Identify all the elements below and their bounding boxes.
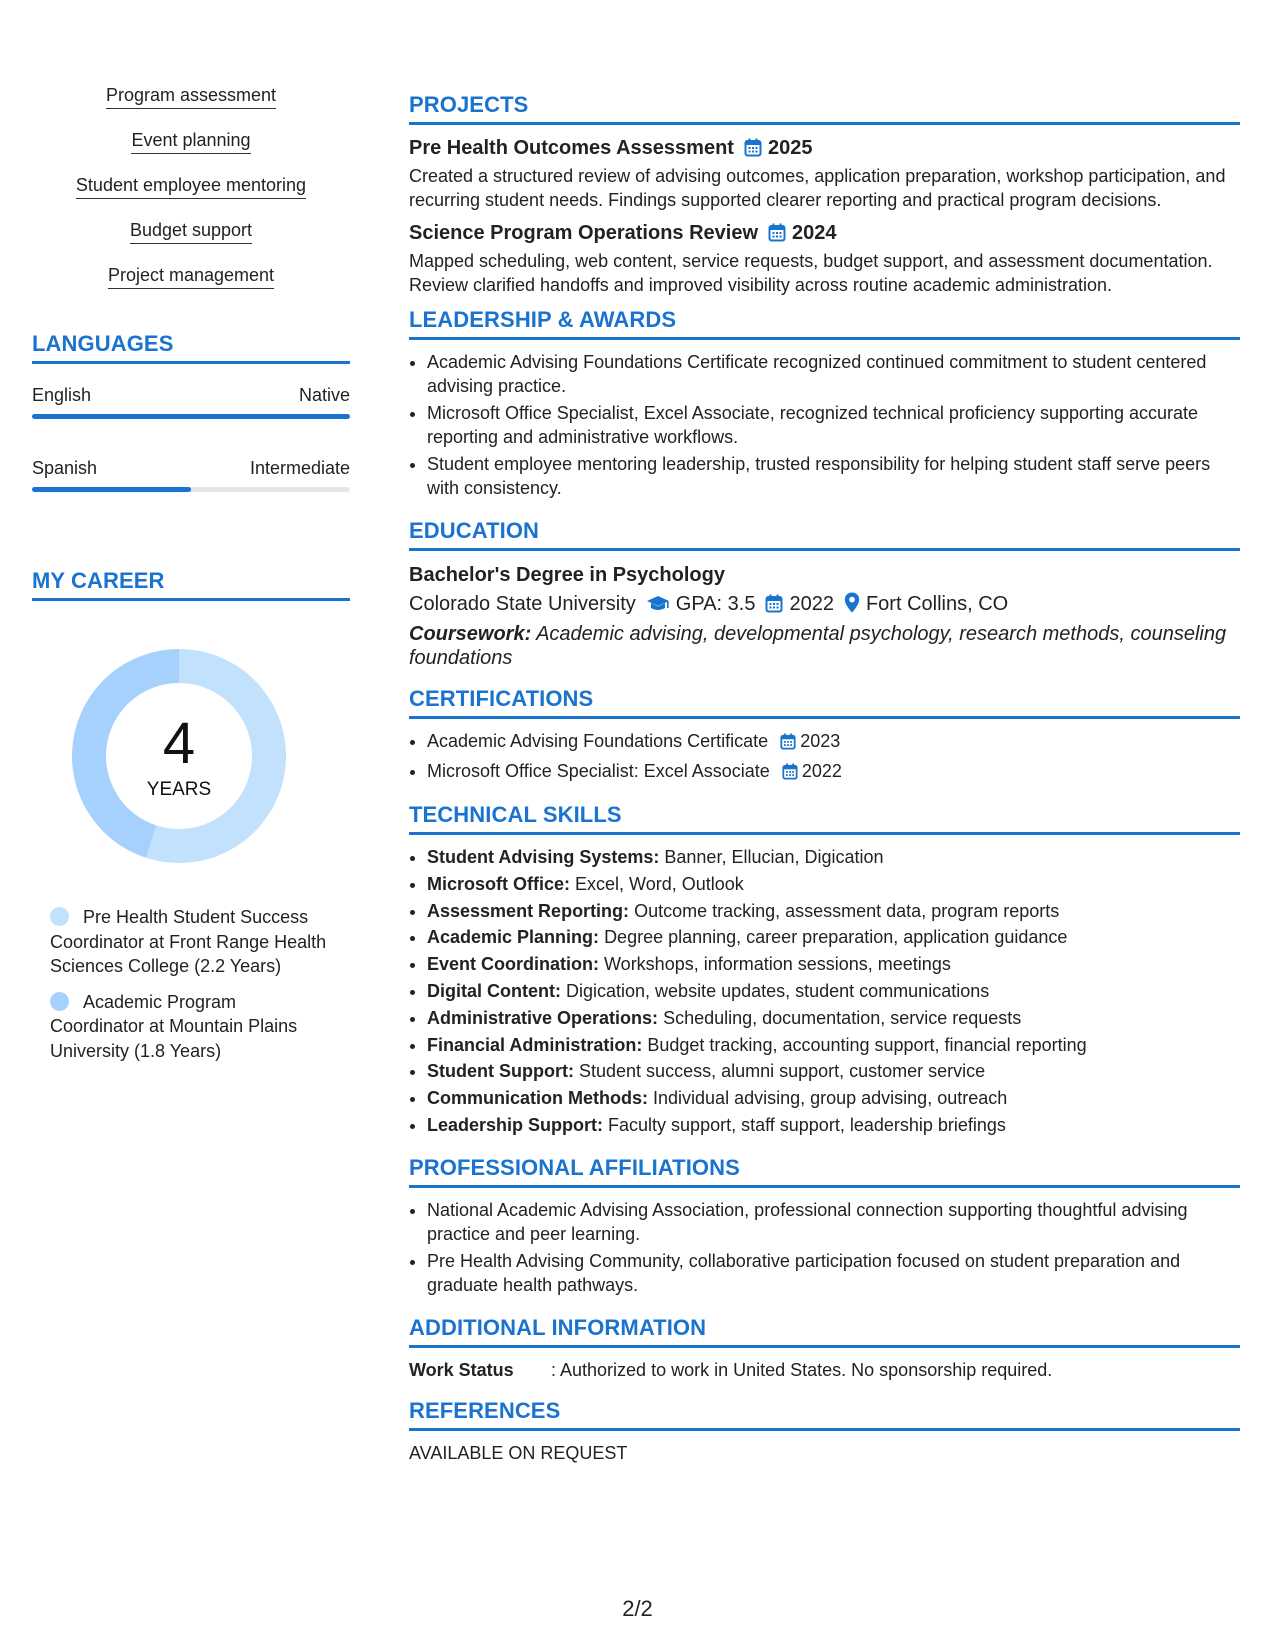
calendar-icon	[782, 762, 798, 786]
languages-heading: LANGUAGES	[32, 331, 350, 364]
list-item: • Pre Health Advising Community, collaborative participation focused on student preparation and graduate health pathways.	[427, 1249, 1240, 1297]
career-legend-item	[50, 990, 330, 1064]
skill-tag: Event planning	[131, 129, 250, 154]
project-item	[409, 135, 1240, 212]
work-status-row	[409, 1358, 1240, 1382]
education-year: 2022	[789, 593, 834, 615]
leadership-heading: LEADERSHIP & AWARDS	[409, 307, 1240, 340]
coursework-label: Coursework:	[409, 623, 532, 645]
list-item	[427, 1086, 1240, 1110]
certification-name: Microsoft Office Specialist: Excel Associate	[427, 761, 770, 781]
language-level: Intermediate	[249, 458, 350, 478]
certification-year: 2023	[800, 731, 841, 751]
skill-category: Microsoft Office:	[427, 873, 571, 894]
skill-category: Student Advising Systems:	[427, 847, 660, 867]
language-bar	[32, 414, 350, 419]
skill-values: Scheduling, documentation, service requests	[663, 1007, 1022, 1028]
skill-category: Student Support:	[427, 1061, 574, 1082]
education-coursework	[409, 622, 1240, 670]
education-details	[409, 589, 1240, 622]
right-column	[409, 92, 1240, 1481]
project-description: Mapped scheduling, web content, service requests, budget support, and assessment documentation. Review clarified handoffs and improved visibility across routine academic administration.	[409, 251, 1213, 295]
career-heading: MY CAREER	[32, 568, 350, 601]
list-item	[427, 1113, 1240, 1137]
career-legend-label: Academic Program Coordinator at Mountain Plains University (1.8 Years)	[50, 991, 298, 1061]
education-degree: Bachelor's Degree in Psychology	[409, 564, 725, 586]
skill-category: Assessment Reporting:	[427, 900, 630, 921]
skill-category: Leadership Support:	[427, 1114, 604, 1135]
project-year: 2024	[792, 222, 837, 244]
list-item	[427, 845, 1240, 869]
career-total-label: YEARS	[146, 779, 212, 800]
calendar-icon	[765, 592, 783, 622]
calendar-icon	[768, 223, 786, 249]
list-item: • National Academic Advising Association, professional connection supporting thoughtful advising practice and peer learning.	[427, 1198, 1240, 1246]
list-item	[427, 952, 1240, 976]
affiliations-list	[409, 1198, 1240, 1297]
language-name: Spanish	[32, 458, 98, 478]
skill-category: Communication Methods:	[427, 1088, 648, 1109]
certifications-list	[409, 729, 1240, 786]
language-name: English	[32, 385, 92, 405]
list-item	[427, 1033, 1240, 1057]
skill-category: Event Coordination:	[427, 954, 599, 975]
education-gpa: GPA: 3.5	[675, 593, 756, 615]
references-heading: REFERENCES	[409, 1398, 1240, 1431]
list-item	[427, 979, 1240, 1003]
skill-category: Financial Administration:	[427, 1034, 643, 1055]
skill-tag: Budget support	[130, 219, 252, 244]
certification-name: Academic Advising Foundations Certificate	[427, 731, 769, 751]
list-item: • Microsoft Office Specialist, Excel Associate, recognized technical proficiency supporting accurate reporting and administrative workflows.	[427, 401, 1240, 449]
education-heading: EDUCATION	[409, 518, 1240, 551]
skills-tag-list	[32, 84, 350, 309]
career-legend-label: Pre Health Student Success Coordinator at Front Range Health Sciences College (2.2 Years)	[50, 907, 327, 976]
legend-dot	[50, 992, 69, 1011]
certifications-heading: CERTIFICATIONS	[409, 686, 1240, 719]
skill-values: Workshops, information sessions, meetings	[604, 954, 951, 975]
project-title: Pre Health Outcomes Assessment	[409, 137, 734, 159]
list-item: • Academic Advising Foundations Certificate recognized continued commitment to student centered advising practice.	[427, 350, 1240, 398]
technical-skills-list	[409, 845, 1240, 1137]
coursework-text: Academic advising, developmental psychology, research methods, counseling foundations	[409, 623, 1227, 669]
language-item	[32, 384, 350, 419]
language-bar	[32, 487, 350, 492]
donut-center	[66, 643, 292, 869]
graduation-cap-icon	[646, 592, 670, 622]
language-level: Native	[298, 385, 350, 405]
projects-heading: PROJECTS	[409, 92, 1240, 125]
certification-year: 2022	[801, 761, 842, 781]
project-title: Science Program Operations Review	[409, 222, 759, 244]
skill-category: Administrative Operations:	[427, 1007, 659, 1028]
career-legend-item	[50, 905, 330, 979]
education-school: Colorado State University	[409, 593, 636, 615]
work-status-label: Work Status	[409, 1359, 514, 1380]
additional-info-heading: ADDITIONAL INFORMATION	[409, 1315, 1240, 1348]
skill-values: Banner, Ellucian, Digication	[664, 847, 884, 867]
skill-tag: Program assessment	[106, 84, 276, 109]
technical-skills-heading: TECHNICAL SKILLS	[409, 802, 1240, 835]
language-bar-fill	[32, 414, 350, 419]
calendar-icon	[744, 138, 762, 164]
list-item	[427, 872, 1240, 896]
skill-category: Digital Content:	[427, 980, 561, 1001]
skill-values: Outcome tracking, assessment data, program reports	[634, 900, 1060, 921]
legend-dot	[50, 907, 69, 926]
skill-values: Individual advising, group advising, outreach	[653, 1088, 1008, 1109]
list-item	[427, 759, 1240, 786]
education-location: Fort Collins, CO	[865, 593, 1009, 615]
list-item	[427, 1059, 1240, 1083]
list-item	[427, 1006, 1240, 1030]
list-item	[427, 729, 1240, 756]
skill-tag: Student employee mentoring	[76, 174, 306, 199]
left-column	[32, 84, 350, 1074]
skill-values: Excel, Word, Outlook	[575, 873, 744, 894]
career-total-number: 4	[162, 711, 196, 776]
skill-values: Digication, website updates, student communications	[566, 980, 990, 1001]
career-donut-chart	[66, 643, 292, 869]
work-status-value: : Authorized to work in United States. No sponsorship required.	[551, 1359, 1053, 1380]
skill-values: Budget tracking, accounting support, financial reporting	[647, 1034, 1087, 1055]
skill-category: Academic Planning:	[427, 927, 600, 948]
references-text: AVAILABLE ON REQUEST	[409, 1442, 628, 1463]
skill-tag: Project management	[108, 264, 274, 289]
career-legend	[50, 905, 330, 1063]
language-item	[32, 457, 350, 492]
leadership-list	[409, 350, 1240, 500]
skill-values: Faculty support, staff support, leadership briefings	[608, 1114, 1006, 1135]
calendar-icon	[780, 732, 796, 756]
language-bar-fill	[32, 487, 191, 492]
location-pin-icon	[844, 592, 860, 622]
affiliations-heading: PROFESSIONAL AFFILIATIONS	[409, 1155, 1240, 1188]
project-year: 2025	[767, 137, 813, 159]
skill-values: Degree planning, career preparation, application guidance	[604, 927, 1068, 948]
list-item	[427, 925, 1240, 949]
page-number: 2/2	[622, 1596, 653, 1621]
list-item	[427, 899, 1240, 923]
list-item: • Student employee mentoring leadership, trusted responsibility for helping student staff serve peers with consistency.	[427, 452, 1240, 500]
skill-values: Student success, alumni support, customer service	[579, 1061, 986, 1082]
project-description: Created a structured review of advising outcomes, application preparation, workshop participation, and recurring student needs. Findings supported clearer reporting and practical program decisions.	[409, 166, 1226, 210]
project-item	[409, 220, 1240, 297]
